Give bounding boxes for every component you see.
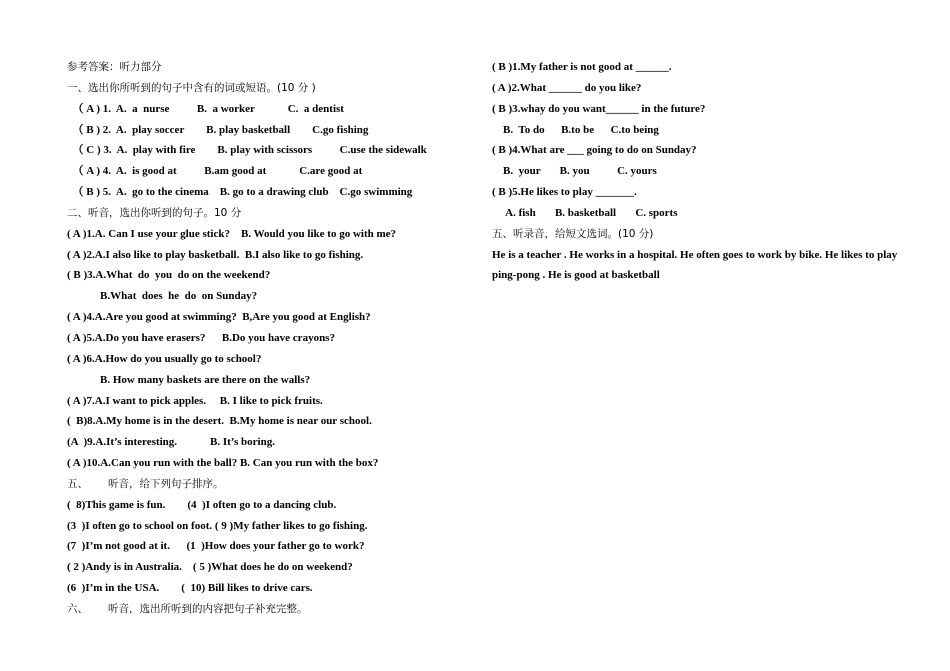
section-2-item-2: ( A )2.A.I also like to play basketball. B.I also like to go fishing.	[67, 248, 364, 261]
section-6-heading: 六、 听音，选出所听到的内容把句子补充完整。	[67, 602, 308, 615]
ordering-row-1: ( 8)This game is fun. (4 )I often go to a dancing club.	[67, 498, 337, 511]
section-2-heading: 二、听音，选出你听到的句子。10 分	[67, 206, 242, 219]
section-2-item-10: ( A )10.A.Can you run with the ball? B. Can you run with the box?	[67, 457, 379, 470]
ordering-row-4: ( 2 )Andy is in Australia. ( 5 )What does he do on weekend?	[67, 561, 353, 574]
passage-section-heading: 五、听录音，给短文选词。(10 分)	[492, 227, 654, 240]
left-column	[67, 57, 477, 620]
section-1-item-5: （ B ) 5. A. go to the cinema B. go to a drawing club C.go swimming	[67, 186, 413, 199]
section-1-item-1: （ A ) 1. A. a nurse B. a worker C. a dentist	[67, 102, 344, 115]
ordering-row-5: (6 )I’m in the USA. ( 10) Bill likes to drive cars.	[67, 582, 313, 595]
section-1-item-4: （ A ) 4. A. is good at B.am good at C.are good at	[67, 165, 363, 178]
fill-item-3: ( B )3.whay do you want______ in the future?	[492, 102, 706, 115]
right-column	[492, 57, 912, 286]
section-1-heading: 一、选出你所听到的句子中含有的词或短语。(10 分 )	[67, 81, 316, 94]
section-2-item-9: (A )9.A.It’s interesting. B. It’s boring.	[67, 436, 275, 449]
fill-item-1: ( B )1.My father is not good at ______.	[492, 61, 672, 73]
section-1-item-2: （ B ) 2. A. play soccer B. play basketball C.go fishing	[67, 123, 369, 136]
ordering-row-3: (7 )I’m not good at it. (1 )How does your father go to work?	[67, 540, 365, 553]
answer-key-title: 参考答案：听力部分	[67, 61, 162, 73]
passage-text: He is a teacher . He works in a hospital. He often goes to work by bike. He likes to play ping-pong . He is good at basketball	[492, 248, 898, 282]
section-2-item-1: ( A )1.A. Can I use your glue stick? B. Would you like to go with me?	[67, 227, 397, 240]
section-1-item-3: （ C ) 3. A. play with fire B. play with scissors C.use the sidewalk	[67, 144, 427, 157]
section-2-item-4: ( A )4.A.Are you good at swimming? B,Are you good at English?	[67, 311, 371, 324]
fill-item-5-options: A. fish B. basketball C. sports	[492, 206, 678, 219]
section-2-item-6b: B. How many baskets are there on the walls?	[67, 373, 311, 386]
section-2-item-5: ( A )5.A.Do you have erasers? B.Do you have crayons?	[67, 331, 335, 344]
section-2-item-8: ( B)8.A.My home is in the desert. B.My home is near our school.	[67, 415, 372, 428]
fill-item-4: ( B )4.What are ___ going to do on Sunday?	[492, 144, 697, 157]
fill-item-4-options: B. your B. you C. yours	[492, 165, 657, 178]
section-2-item-7: ( A )7.A.I want to pick apples. B. I like to pick fruits.	[67, 394, 323, 407]
fill-item-2: ( A )2.What ______ do you like?	[492, 81, 642, 94]
section-2-item-6a: ( A )6.A.How do you usually go to school?	[67, 352, 262, 365]
section-2-item-3b: B.What does he do on Sunday?	[67, 290, 258, 303]
fill-item-3-options: B. To do B.to be C.to being	[492, 123, 659, 136]
section-2-item-3a: ( B )3.A.What do you do on the weekend?	[67, 269, 271, 282]
fill-item-5: ( B )5.He likes to play _______.	[492, 186, 637, 199]
ordering-row-2: (3 )I often go to school on foot. ( 9 )My father likes to go fishing.	[67, 519, 368, 532]
section-5-heading: 五、 听音，给下列句子排序。	[67, 477, 224, 490]
